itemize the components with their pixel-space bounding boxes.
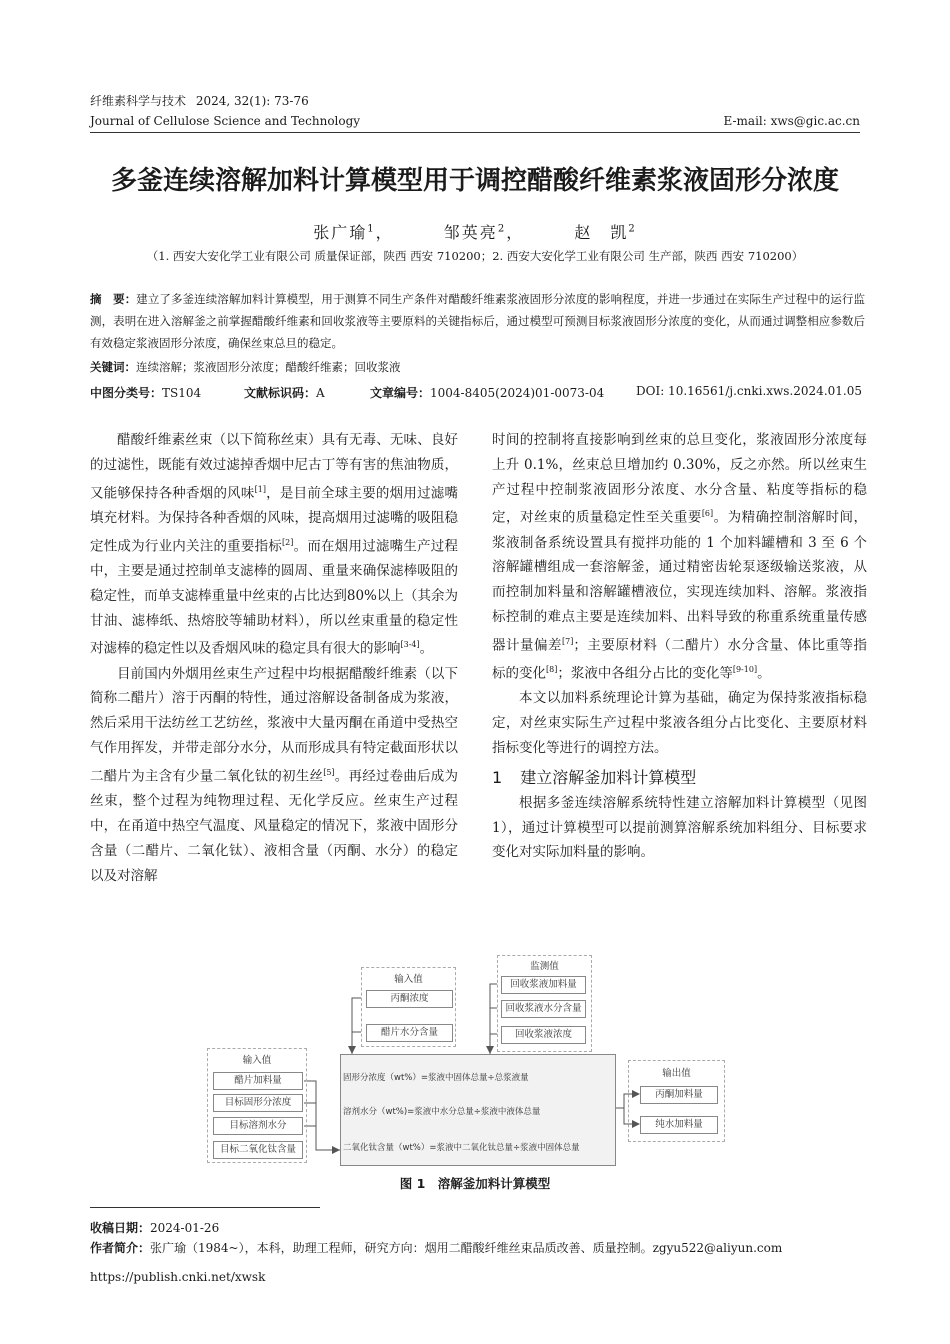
output-box: 纯水加料量 xyxy=(640,1116,718,1134)
journal-issue: 2024, 32(1): 73-76 xyxy=(195,94,309,108)
citation-ref[interactable]: [3-4] xyxy=(400,640,420,650)
group-title: 监测值 xyxy=(530,961,559,972)
citation-ref[interactable]: [8] xyxy=(546,665,558,675)
monitor-box: 回收浆液浓度 xyxy=(501,1026,586,1044)
citation-ref[interactable]: [5] xyxy=(323,767,335,777)
citation-ref[interactable]: [7] xyxy=(562,636,574,646)
monitor-box: 回收浆液加料量 xyxy=(501,976,586,994)
body-paragraph: 时间的控制将直接影响到丝束的总旦变化，浆液固形分浓度每上升 0.1%，丝束总旦增加约 0.30%，反之亦然。所以丝束生产过程中控制浆液固形分浓度、水分含量、粘度等指标的稳定，对丝束的质量稳定性至关重要[6]。为精确控制溶解时间，浆液制备系统设置具有搅拌功能的 1 个加料罐槽和 3 至 6 个溶解罐槽组成一套溶解釜，通过精密齿轮泵逐级输送浆液，从而控制加料量和溶解罐槽液位，实现连续加料、溶解。浆液指标控制的难点主要是连续加料、出料导致的称重系统重量传感器计量偏差[7]；主要原材料（二醋片）水分含量、体比重等指标的变化[8]；浆液中各组分占比的变化等[9-10]。 xyxy=(492,432,868,682)
arrow-head xyxy=(332,1146,340,1154)
doi[interactable]: DOI: 10.16561/j.cnki.xws.2024.01.05 xyxy=(636,384,862,398)
connector-line xyxy=(352,998,361,1054)
journal-email[interactable]: E-mail: xws@gic.ac.cn xyxy=(723,114,860,128)
abstract-label: 摘 要： xyxy=(90,292,137,306)
input-box: 目标二氧化钛含量 xyxy=(213,1141,303,1159)
formula-solid: 固形分浓度（wt%）=浆液中固体总量÷总浆液量 xyxy=(343,1073,529,1083)
body-paragraph: 目前国内外烟用丝束生产过程中均根据醋酸纤维素（以下简称二醋片）溶于丙酮的特性，通过溶解设备制备成为浆液，然后采用干法纺丝工艺纺丝，浆液中大量丙酮在甬道中受热空气作用挥发，并带走部分水分，从而形成具有特定截面形状以二醋片为主含有少量二氧化钛的初生丝[5]。再经过卷曲后成为丝束，整个过程为纯物理过程、无化学反应。丝束生产过程中，在甬道中热空气温度、风量稳定的情况下，浆液中固形分含量（二醋片、二氧化钛）、液相含量（丙酮、水分）的稳定以及对溶解 xyxy=(90,665,459,884)
site-url[interactable]: https://publish.cnki.net/xwsk xyxy=(90,1270,266,1284)
group-title: 输入值 xyxy=(242,1055,272,1066)
formula-tio2: 二氧化钛含量（wt%）=浆液中二氧化钛总量÷浆液中固体总量 xyxy=(343,1143,580,1153)
citation-ref[interactable]: [6] xyxy=(701,509,714,519)
footnote-rule xyxy=(90,1207,320,1208)
article-number: 文章编号：1004-8405(2024)01-0073-04 xyxy=(370,386,605,400)
output-box: 丙酮加料量 xyxy=(640,1086,718,1104)
affiliation: （1. 西安大安化学工业有限公司 质量保证部，陕西 西安 710200；2. 西安大安化学工业有限公司 生产部，陕西 西安 710200） xyxy=(146,249,804,263)
monitor-box: 回收浆液水分含量 xyxy=(501,1000,586,1018)
author-bio: 作者简介：张广瑜（1984~），本科，助理工程师，研究方向：烟用二醋酸纤维丝束品质改善、质量控制。zgyu522@aliyun.com xyxy=(90,1241,783,1255)
section-heading: 1 建立溶解釜加料计算模型 xyxy=(492,767,697,787)
arrow-head xyxy=(348,1046,356,1054)
formula-water: 溶剂水分（wt%)=浆液中水分总量÷浆液中液体总量 xyxy=(343,1107,541,1117)
input-box: 醋片加料量 xyxy=(213,1072,303,1090)
clc-number: 中图分类号：TS104 xyxy=(90,386,202,400)
arrow-head xyxy=(486,1046,494,1054)
input-box: 目标固形分浓度 xyxy=(213,1094,303,1112)
connector-line xyxy=(304,1081,340,1150)
connector-line xyxy=(490,984,497,1054)
input-box: 丙酮浓度 xyxy=(366,990,453,1008)
figure-caption: 图 1 溶解釜加料计算模型 xyxy=(399,1176,551,1191)
calculation-box xyxy=(340,1054,616,1166)
group-title: 输出值 xyxy=(662,1068,691,1079)
author: 邹英亮$^2$， xyxy=(443,223,525,242)
author: 张广瑜$^1$， xyxy=(313,223,394,242)
group-title: 输入值 xyxy=(394,974,423,985)
input-box: 目标溶剂水分 xyxy=(213,1117,303,1135)
citation-ref[interactable]: [9-10] xyxy=(732,665,758,675)
body-paragraph: 本文以加料系统理论计算为基础，确定为保持浆液指标稳定，对丝束实际生产过程中浆液各组分占比变化、主要原材料指标变化等进行的调控方法。 xyxy=(492,690,867,757)
abstract-text: 建立了多釜连续溶解加料计算模型，用于测算不同生产条件对醋酸纤维素浆液固形分浓度的影响程度，并进一步通过在实际生产过程中的运行监测，表明在进入溶解釜之前掌握醋酸纤维素和回收浆液等主要原料的关键指标后，通过模型可预测目标浆液固形分浓度的变化，从而通过调整相应参数后有效稳定浆液固形分浓度，确保丝束总旦的稳定。 xyxy=(90,292,866,350)
section-paragraph: 根据多釜连续溶解系统特性建立溶解加料计算模型（见图 1），通过计算模型可以提前测算溶解系统加料组分、目标要求变化对实际加料量的影响。 xyxy=(492,794,867,861)
journal-name-en: Journal of Cellulose Science and Technology xyxy=(90,114,361,128)
body-paragraph: 醋酸纤维素丝束（以下简称丝束）具有无毒、无味、良好的过滤性，既能有效过滤掉香烟中尼古丁等有害的焦油物质，又能够保持各种香烟的风味[1]，是目前全球主要的烟用过滤嘴填充材料。为保持各种香烟的风味，提高烟用过滤嘴的吸阻稳定性成为行业内关注的重要指标[2]。而在烟用过滤嘴生产过程中，主要是通过控制单支滤棒的圆周、重量来确保滤棒吸阻的稳定性，而单支滤棒重量中丝束的占比达到80%以上（其余为甘油、滤棒纸、热熔胶等辅助材料），所以丝束重量的稳定性对滤棒的稳定性以及香烟风味的稳定具有很大的影响[3-4]。 xyxy=(90,432,459,657)
received-date: 收稿日期：2024-01-26 xyxy=(90,1221,220,1235)
author: 赵 凯$^2$ xyxy=(574,223,637,242)
document-code: 文献标识码：A xyxy=(244,386,325,400)
journal-name-cn: 纤维素科学与技术 xyxy=(90,94,187,108)
keywords-text: 连续溶解；浆液固形分浓度；醋酸纤维素；回收浆液 xyxy=(136,360,401,374)
paper-title: 多釜连续溶解加料计算模型用于调控醋酸纤维素浆液固形分浓度 xyxy=(110,166,839,196)
keywords-label: 关键词： xyxy=(90,360,136,374)
input-box: 醋片水分含量 xyxy=(366,1024,453,1042)
citation-ref[interactable]: [1] xyxy=(254,484,266,494)
citation-ref[interactable]: [2] xyxy=(282,537,294,547)
